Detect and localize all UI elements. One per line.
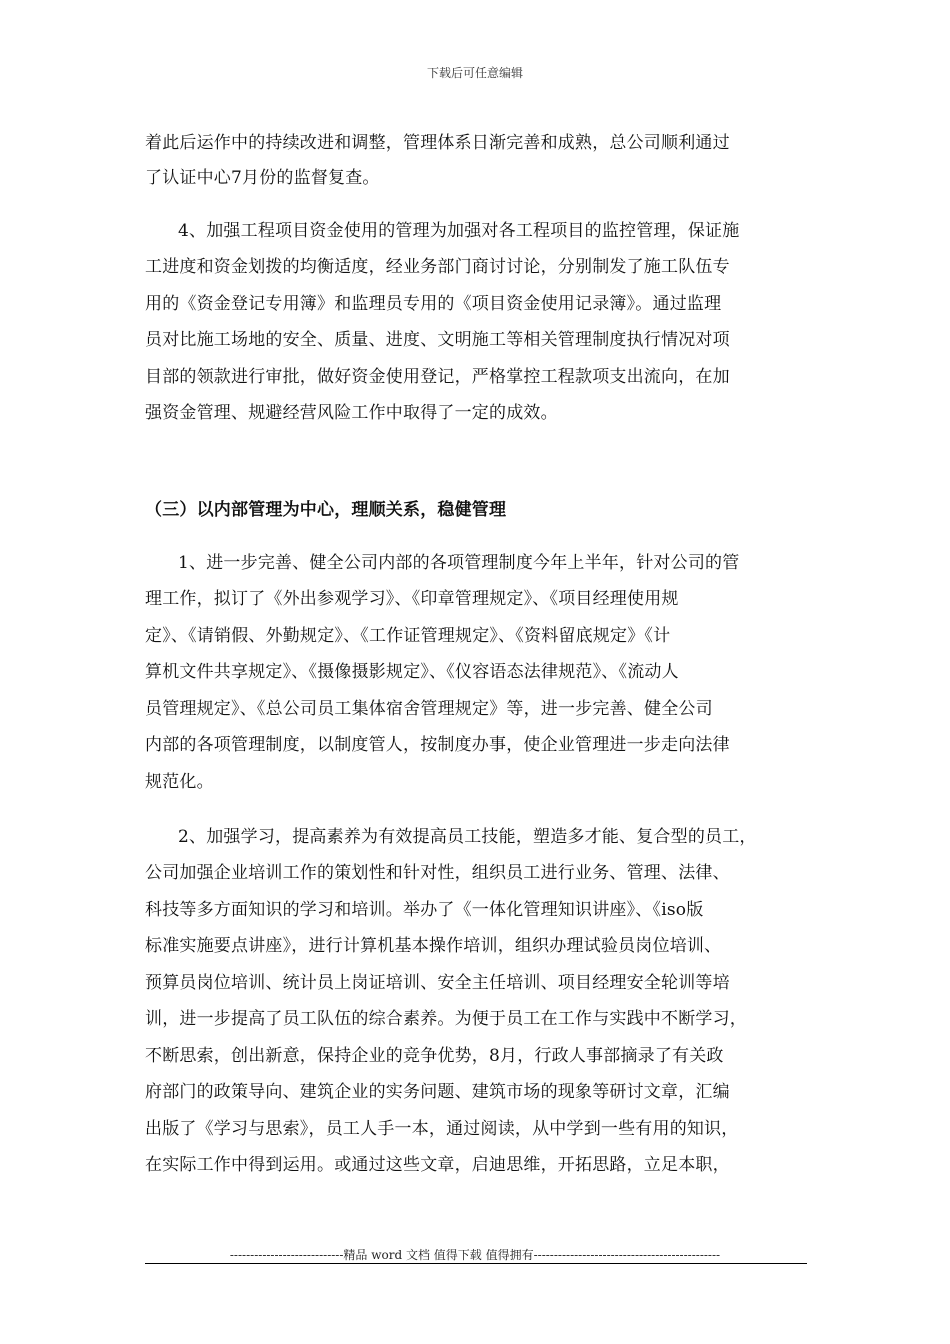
text-line: 在实际工作中得到运用。或通过这些文章，启迪思维，开拓思路，立足本职， bbox=[145, 1155, 730, 1175]
text-line: 用的《资金登记专用簿》和监理员专用的《项目资金使用记录簿》。通过监理 bbox=[145, 294, 722, 314]
text-line: 1、进一步完善、健全公司内部的各项管理制度今年上半年，针对公司的管 bbox=[178, 553, 740, 573]
page-header: 下载后可任意编辑 bbox=[426, 66, 523, 80]
footer-rule bbox=[145, 1263, 807, 1264]
text-line: 出版了《学习与思索》，员工人手一本，通过阅读，从中学到一些有用的知识， bbox=[145, 1119, 739, 1139]
text-line: 理工作，拟订了《外出参观学习》、《印章管理规定》、《项目经理使用规 bbox=[145, 589, 679, 609]
text-line: 4、加强工程项目资金使用的管理为加强对各工程项目的监控管理，保证施 bbox=[178, 221, 740, 241]
text-line: 着此后运作中的持续改进和调整，管理体系日渐完善和成熟，总公司顺利通过 bbox=[145, 133, 730, 153]
text-line: 定》、《请销假、外勤规定》、《工作证管理规定》、《资料留底规定》《计 bbox=[145, 626, 671, 646]
text-line: 了认证中心7月份的监督复查。 bbox=[145, 168, 380, 188]
text-line: 府部门的政策导向、建筑企业的实务问题、建筑市场的现象等研讨文章，汇编 bbox=[145, 1082, 730, 1102]
text-line: 强资金管理、规避经营风险工作中取得了一定的成效。 bbox=[145, 403, 558, 423]
page-footer: ----------------------------精品 word 文档 值得下载 值得拥有---------------------------------------------- bbox=[229, 1248, 721, 1262]
text-line: 内部的各项管理制度，以制度管人，按制度办事，使企业管理进一步走向法律 bbox=[145, 735, 730, 755]
text-line: 训，进一步提高了员工队伍的综合素养。为便于员工在工作与实践中不断学习， bbox=[145, 1009, 747, 1029]
text-line: 员对比施工场地的安全、质量、进度、文明施工等相关管理制度执行情况对项 bbox=[145, 330, 730, 350]
text-line: 公司加强企业培训工作的策划性和针对性，组织员工进行业务、管理、法律、 bbox=[145, 863, 730, 883]
text-line: 规范化。 bbox=[145, 772, 214, 792]
text-line: 2、加强学习，提高素养为有效提高员工技能，塑造多才能、复合型的员工， bbox=[178, 827, 757, 847]
text-line: 标准实施要点讲座》，进行计算机基本操作培训，组织办理试验员岗位培训、 bbox=[145, 936, 722, 956]
section-heading: （三）以内部管理为中心，理顺关系，稳健管理 bbox=[145, 500, 507, 520]
text-line: 目部的领款进行审批，做好资金使用登记，严格掌控工程款项支出流向，在加 bbox=[145, 367, 730, 387]
text-line: 不断思索，创出新意，保持企业的竞争优势，8月，行政人事部摘录了有关政 bbox=[145, 1046, 724, 1066]
text-line: 科技等多方面知识的学习和培训。举办了《一体化管理知识讲座》、《iso版 bbox=[145, 900, 704, 920]
text-line: 工进度和资金划拨的均衡适度，经业务部门商讨讨论，分别制发了施工队伍专 bbox=[145, 257, 730, 277]
text-line: 预算员岗位培训、统计员上岗证培训、安全主任培训、项目经理安全轮训等培 bbox=[145, 973, 730, 993]
text-line: 员管理规定》、《总公司员工集体宿舍管理规定》等，进一步完善、健全公司 bbox=[145, 699, 713, 719]
text-line: 算机文件共享规定》、《摄像摄影规定》、《仪容语态法律规范》、《流动人 bbox=[145, 662, 679, 682]
